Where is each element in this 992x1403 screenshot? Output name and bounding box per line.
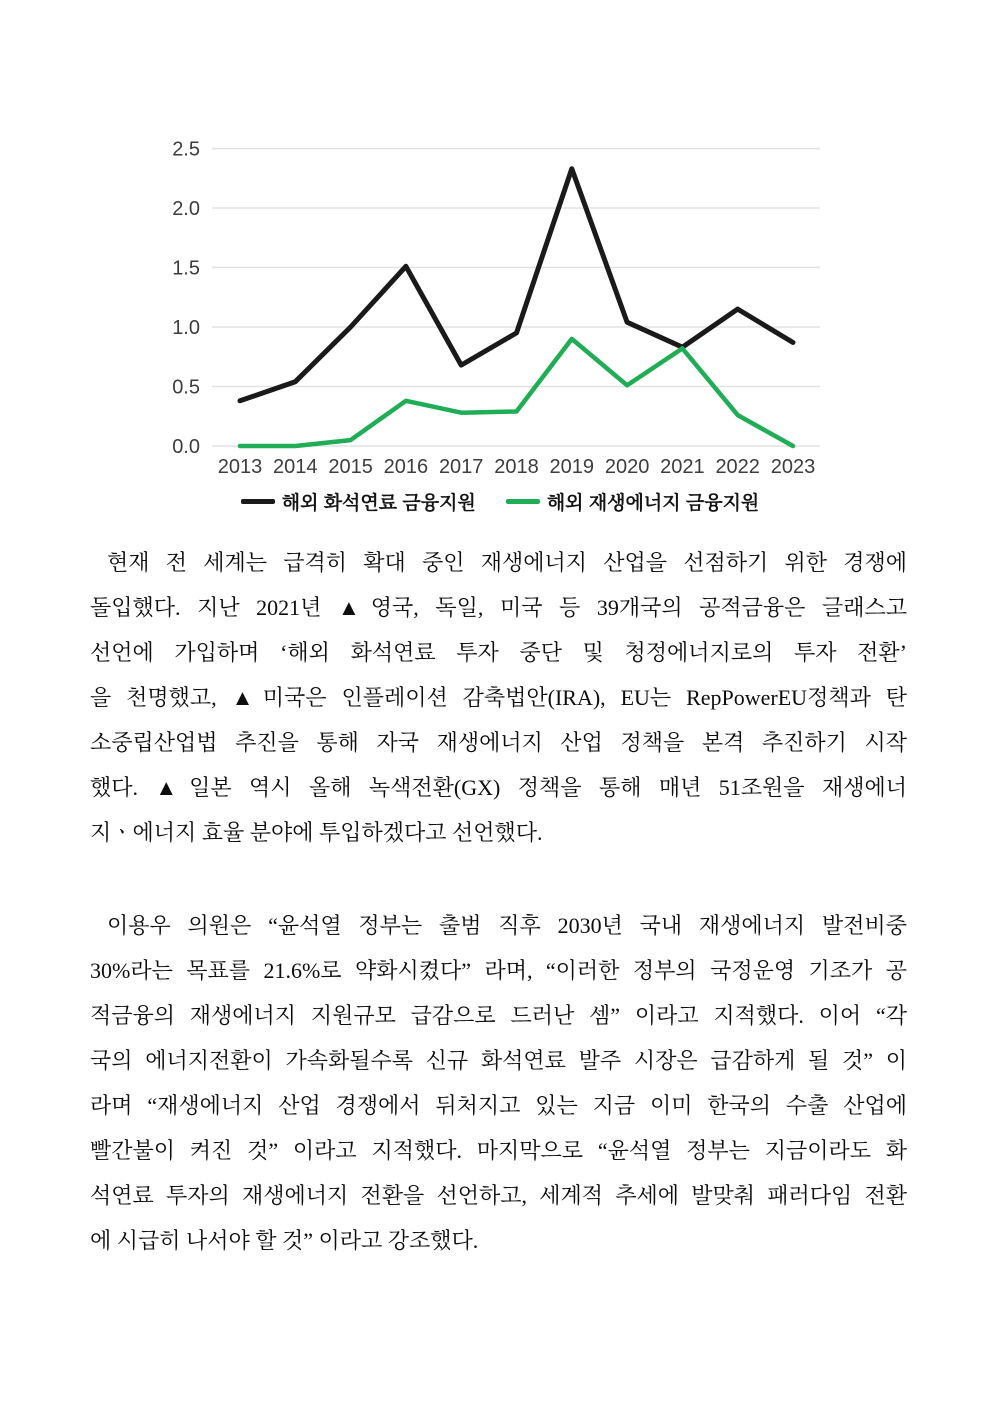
text-line: 빨간불이 켜진 것” 이라고 지적했다. 마지막으로 “윤석열 정부는 지금이라도 화 — [90, 1138, 907, 1163]
text-line: 적금융의 재생에너지 지원규모 급감으로 드러난 셈” 이라고 지적했다. 이어 “각 — [90, 1003, 907, 1028]
x-tick-label: 2015 — [328, 456, 373, 478]
text-line: 지ㆍ에너지 효율 분야에 투입하겠다고 선언했다. — [90, 820, 543, 845]
text-line: 을 천명했고, ▲미국은 인플레이션 감축법안(IRA), EU는 RepPowerEU정책과 탄 — [90, 685, 907, 710]
y-tick-label: 1.5 — [172, 257, 200, 280]
legend-label-fossil: 해외 화석연료 금융지원 — [281, 493, 476, 514]
line-chart — [0, 0, 992, 540]
x-tick-label: 2019 — [549, 456, 595, 478]
x-tick-label: 2017 — [438, 456, 484, 478]
x-tick-label: 2021 — [660, 456, 705, 478]
text-line: 했다. ▲일본 역시 올해 녹색전환(GX) 정책을 통해 매년 51조원을 재생에너 — [90, 775, 907, 800]
legend-swatch-renewable — [506, 499, 540, 504]
y-tick-label: 1.0 — [172, 317, 200, 339]
legend-item-renewable — [506, 488, 759, 515]
text-line: 에 시급히 나서야 할 것” 이라고 강조했다. — [90, 1228, 479, 1253]
legend-swatch-fossil — [241, 499, 275, 504]
x-tick-label: 2016 — [383, 456, 429, 478]
x-tick-label: 2020 — [604, 456, 650, 478]
x-tick-label: 2014 — [273, 456, 318, 478]
text-line: 현재 전 세계는 급격히 확대 중인 재생에너지 산업을 선점하기 위한 경쟁에 — [107, 550, 907, 575]
text-line: 석연료 투자의 재생에너지 전환을 선언하고, 세계적 추세에 발맞춰 패러다임 전환 — [90, 1183, 907, 1208]
text-line: 소중립산업법 추진을 통해 자국 재생에너지 산업 정책을 본격 추진하기 시작 — [90, 730, 907, 755]
y-tick-label: 0.0 — [172, 436, 200, 458]
text-line: 돌입했다. 지난 2021년 ▲영국, 독일, 미국 등 39개국의 공적금융은 글래스고 — [90, 595, 907, 620]
article-body — [90, 540, 907, 1263]
text-line: 이용우 의원은 “윤석열 정부는 출범 직후 2030년 국내 재생에너지 발전비중 — [107, 913, 907, 938]
x-tick-label: 2023 — [770, 456, 816, 478]
text-line: 30%라는 목표를 21.6%로 약화시켰다” 라며, “이러한 정부의 국정운영 기조가 공 — [90, 958, 907, 983]
x-tick-label: 2018 — [494, 456, 539, 478]
legend-label-renewable: 해외 재생에너지 금융지원 — [546, 493, 760, 514]
series-line-fossil — [240, 169, 793, 401]
y-tick-label: 2.5 — [172, 138, 200, 161]
text-line: 선언에 가입하며 ‘해외 화석연료 투자 중단 및 청정에너지로의 투자 전환’ — [90, 640, 907, 665]
y-tick-label: 2.0 — [172, 198, 200, 220]
chart-legend — [150, 488, 850, 515]
text-line: 국의 에너지전환이 가속화될수록 신규 화석연료 발주 시장은 급감하게 될 것” 이 — [90, 1048, 907, 1073]
x-tick-label: 2013 — [217, 456, 263, 478]
paragraph-1 — [90, 540, 907, 855]
y-tick-label: 0.5 — [172, 376, 200, 399]
chart-figure — [0, 0, 992, 540]
paragraph-2 — [90, 903, 907, 1263]
x-tick-label: 2022 — [715, 456, 760, 478]
legend-item-fossil — [241, 488, 476, 515]
text-line: 라며 “재생에너지 산업 경쟁에서 뒤처지고 있는 지금 이미 한국의 수출 산업에 — [90, 1093, 907, 1118]
